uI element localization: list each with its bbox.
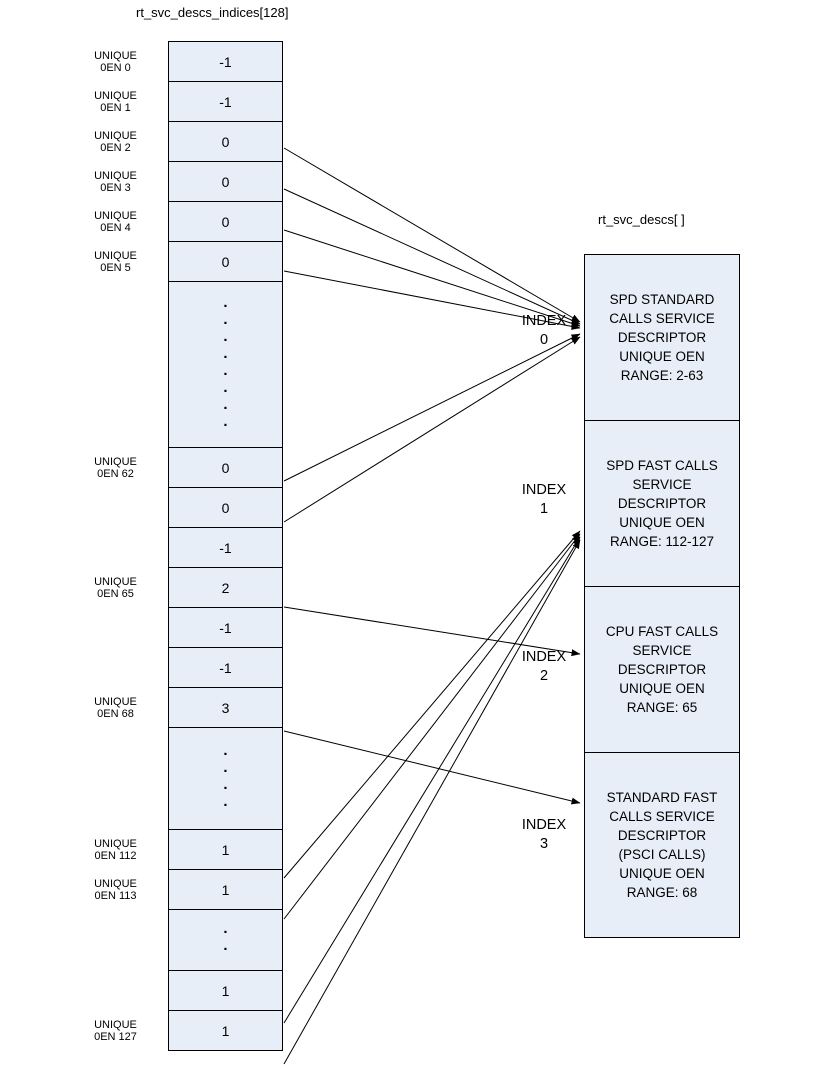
array-cell	[168, 487, 283, 528]
descriptor-line: RANGE: 112-127	[609, 534, 715, 549]
descriptor-line: DESCRIPTOR	[617, 330, 707, 345]
array-cell-value: 1	[221, 1022, 230, 1039]
index-label-1-number: 1	[539, 501, 549, 517]
array-cell	[168, 527, 283, 568]
vertical-ellipsis-icon: . . . .	[223, 741, 228, 810]
index-label-2-text: INDEX	[521, 649, 567, 665]
array-cell	[168, 121, 283, 162]
descriptor-line: DESCRIPTOR	[617, 662, 707, 677]
unique-oen-label: UNIQUE 0EN 112	[94, 837, 137, 862]
array-ellipsis-cell	[168, 281, 283, 448]
descriptor-line: SERVICE	[632, 643, 692, 658]
index-label-1	[508, 481, 580, 519]
array-cell-value: 1	[221, 881, 230, 898]
unique-oen-label: UNIQUE 0EN 1	[94, 89, 137, 114]
array-cell-value: 1	[221, 841, 230, 858]
array-cell-value: -1	[219, 659, 232, 676]
array-cell-value: 0	[221, 253, 230, 270]
vertical-ellipsis-icon: . . . . . . . .	[223, 293, 228, 430]
descriptor-line: CALLS SERVICE	[609, 809, 715, 824]
index-label-0-text: INDEX	[521, 313, 567, 329]
unique-oen-label: UNIQUE 0EN 2	[94, 129, 137, 154]
index-label-3	[508, 816, 580, 854]
index-label-0	[508, 312, 580, 350]
array-cell-value: -1	[219, 539, 232, 556]
descriptor-line: SPD FAST CALLS	[606, 458, 718, 473]
wire-oen62-to-index0	[284, 334, 580, 481]
array-cell	[168, 41, 283, 82]
wire-oen3-to-index0	[284, 189, 580, 324]
array-cell	[168, 447, 283, 488]
array-cell	[168, 201, 283, 242]
unique-oen-label: UNIQUE 0EN 68	[94, 695, 137, 720]
array-cell-value: 0	[221, 173, 230, 190]
descriptor-line: RANGE: 65	[626, 700, 698, 715]
descriptor-line: (PSCI CALLS)	[618, 847, 706, 862]
right-array-title: rt_svc_descs[ ]	[598, 212, 685, 227]
array-cell	[168, 829, 283, 870]
array-cell	[168, 161, 283, 202]
wire-oen65-to-index2	[284, 607, 580, 654]
wire-oen126-to-index1	[284, 537, 580, 1023]
descriptor-line: UNIQUE OEN	[619, 866, 705, 881]
unique-oen-label: UNIQUE 0EN 62	[94, 455, 137, 480]
rt-svc-descs-array	[584, 254, 740, 938]
wire-oen68-to-index3	[284, 731, 580, 803]
array-ellipsis-cell	[168, 909, 283, 971]
unique-oen-label: UNIQUE 0EN 65	[94, 575, 137, 600]
descriptor-line: UNIQUE OEN	[619, 681, 705, 696]
unique-oen-label: UNIQUE 0EN 5	[94, 249, 137, 274]
array-cell-value: -1	[219, 53, 232, 70]
unique-oen-label: UNIQUE 0EN 113	[94, 877, 137, 902]
array-cell	[168, 687, 283, 728]
array-cell	[168, 647, 283, 688]
wire-oen127-to-index1	[284, 540, 580, 1064]
service-descriptor-box	[584, 752, 740, 938]
descriptor-line: UNIQUE OEN	[619, 349, 705, 364]
array-cell	[168, 1010, 283, 1051]
unique-oen-label: UNIQUE 0EN 0	[94, 49, 137, 74]
descriptor-line: STANDARD FAST	[606, 790, 718, 805]
array-cell	[168, 567, 283, 608]
array-cell	[168, 869, 283, 910]
array-cell-value: -1	[219, 619, 232, 636]
index-label-0-number: 0	[539, 332, 549, 348]
left-array-title: rt_svc_descs_indices[128]	[136, 5, 289, 20]
descriptor-line: DESCRIPTOR	[617, 828, 707, 843]
array-ellipsis-cell	[168, 727, 283, 830]
descriptor-line: DESCRIPTOR	[617, 496, 707, 511]
descriptor-line: RANGE: 2-63	[620, 368, 704, 383]
array-cell-value: 0	[221, 213, 230, 230]
array-cell-value: 2	[221, 579, 230, 596]
array-cell	[168, 970, 283, 1011]
service-descriptor-box	[584, 254, 740, 421]
service-descriptor-box	[584, 586, 740, 753]
descriptor-line: RANGE: 68	[626, 885, 698, 900]
index-label-2-number: 2	[539, 668, 549, 684]
index-label-3-text: INDEX	[521, 817, 567, 833]
array-cell	[168, 81, 283, 122]
index-label-1-text: INDEX	[521, 482, 567, 498]
descriptor-line: SPD STANDARD	[609, 292, 715, 307]
descriptor-line: CPU FAST CALLS	[605, 624, 719, 639]
array-cell-value: 0	[221, 133, 230, 150]
unique-oen-labels	[58, 41, 163, 1087]
unique-oen-label: UNIQUE 0EN 127	[94, 1018, 137, 1043]
array-cell-value: 1	[221, 982, 230, 999]
unique-oen-label: UNIQUE 0EN 3	[94, 169, 137, 194]
wire-oen2-to-index0	[284, 148, 580, 322]
array-cell	[168, 241, 283, 282]
array-cell-value: 0	[221, 459, 230, 476]
array-cell-value: 3	[221, 699, 230, 716]
wire-oen113-to-index1	[284, 534, 580, 919]
service-descriptor-box	[584, 420, 740, 587]
index-label-3-number: 3	[539, 836, 549, 852]
unique-oen-label: UNIQUE 0EN 4	[94, 209, 137, 234]
array-cell-value: 0	[221, 499, 230, 516]
descriptor-line: SERVICE	[632, 477, 692, 492]
rt-svc-descs-indices-array	[168, 41, 283, 1051]
descriptor-line: UNIQUE OEN	[619, 515, 705, 530]
index-label-2	[508, 648, 580, 686]
descriptor-line: CALLS SERVICE	[609, 311, 715, 326]
vertical-ellipsis-icon: . .	[223, 920, 228, 954]
array-cell-value: -1	[219, 93, 232, 110]
array-cell	[168, 607, 283, 648]
